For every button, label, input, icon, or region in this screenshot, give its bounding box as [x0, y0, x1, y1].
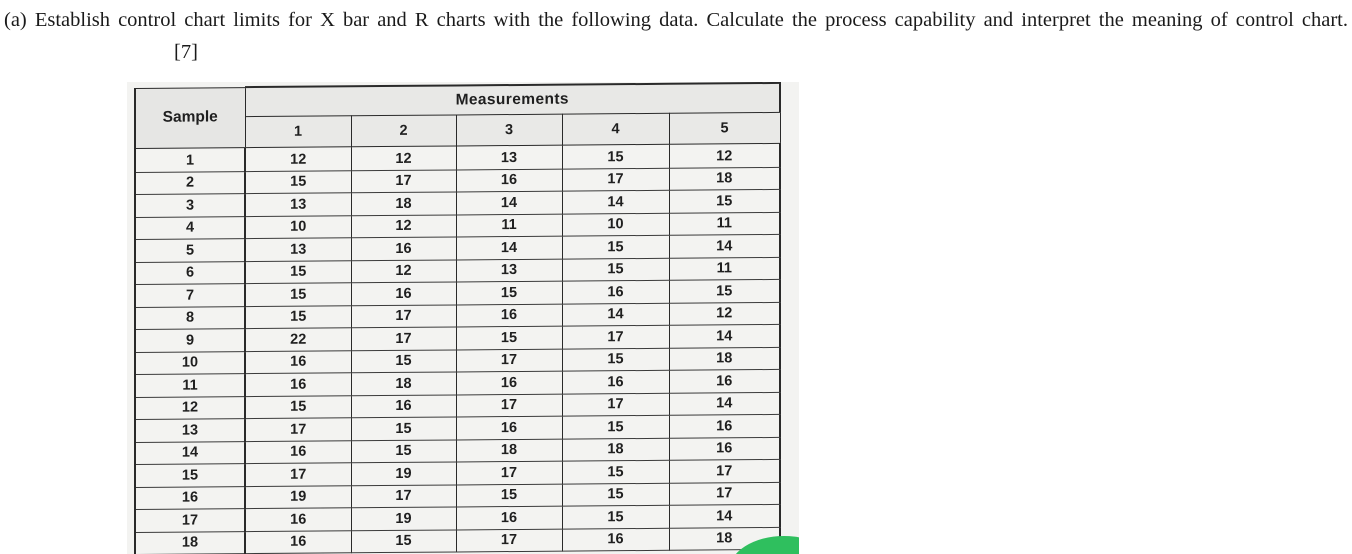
- column-header: 3: [456, 114, 562, 146]
- question-text: [4, 4, 1348, 68]
- measurement-cell: 15: [562, 258, 669, 281]
- column-header: 1: [245, 116, 351, 148]
- measurement-cell: 16: [245, 508, 351, 531]
- measurement-cell: 17: [245, 418, 351, 441]
- measurement-cell: 22: [245, 328, 351, 351]
- measurement-cell: 18: [669, 347, 780, 370]
- sample-number: 2: [135, 171, 245, 194]
- measurement-cell: 15: [456, 281, 562, 304]
- question-body: (a) Establish control chart limits for X bar and R charts with the following data. Calculate the process capability and interpret the meaning of control chart.: [4, 9, 1348, 31]
- measurement-cell: 16: [351, 237, 456, 260]
- data-table-image: [127, 82, 799, 554]
- measurement-cell: 15: [562, 235, 669, 258]
- measurement-cell: 13: [456, 259, 562, 282]
- measurement-cell: 13: [245, 238, 351, 261]
- measurement-cell: 10: [245, 215, 351, 238]
- measurement-cell: 15: [456, 326, 562, 349]
- table-row: [135, 527, 780, 554]
- column-header: 5: [669, 112, 780, 144]
- measurement-cell: 11: [669, 212, 780, 235]
- sample-number: 11: [135, 374, 245, 397]
- measurement-cell: 17: [562, 168, 669, 191]
- measurement-cell: 12: [351, 146, 456, 170]
- sample-number: 16: [135, 486, 245, 509]
- measurement-cell: 13: [456, 145, 562, 169]
- measurement-cell: 14: [669, 234, 780, 257]
- measurement-cell: 12: [351, 214, 456, 237]
- measurement-cell: 17: [456, 461, 562, 484]
- measurement-cell: 13: [245, 193, 351, 216]
- measurement-cell: 16: [245, 530, 351, 553]
- sample-number: 14: [135, 441, 245, 464]
- measurement-cell: 16: [562, 280, 669, 303]
- measurement-cell: 16: [456, 169, 562, 192]
- column-header: 4: [562, 113, 669, 145]
- table-body: [135, 143, 780, 554]
- measurement-cell: 17: [456, 529, 562, 552]
- measurement-cell: 17: [245, 463, 351, 486]
- measurement-cell: 11: [456, 214, 562, 237]
- measurement-cell: 11: [669, 257, 780, 280]
- measurement-cell: 16: [456, 506, 562, 529]
- sample-number: 13: [135, 419, 245, 442]
- measurement-cell: 17: [456, 349, 562, 372]
- measurement-cell: 16: [351, 282, 456, 305]
- measurement-cell: 17: [351, 327, 456, 350]
- sample-number: 15: [135, 464, 245, 487]
- question-marks: [7]: [174, 41, 198, 63]
- measurement-cell: 19: [351, 462, 456, 485]
- measurement-cell: 18: [669, 527, 780, 550]
- measurement-cell: 10: [562, 213, 669, 236]
- sample-number: 12: [135, 396, 245, 419]
- measurement-cell: 17: [351, 484, 456, 507]
- measurement-cell: 15: [562, 348, 669, 371]
- measurement-cell: 12: [669, 143, 780, 167]
- measurement-cell: 17: [562, 325, 669, 348]
- measurement-cell: 16: [351, 394, 456, 417]
- sample-number: 18: [135, 531, 245, 554]
- measurement-cell: 18: [351, 372, 456, 395]
- measurement-cell: 15: [669, 279, 780, 302]
- measurement-cell: 12: [245, 147, 351, 171]
- measurements-header: Measurements: [245, 83, 780, 117]
- measurement-cell: 15: [456, 484, 562, 507]
- measurement-cell: 16: [669, 369, 780, 392]
- measurement-cell: 16: [456, 304, 562, 327]
- sample-number: 9: [135, 329, 245, 352]
- sample-number: 17: [135, 509, 245, 532]
- measurement-cell: 14: [562, 303, 669, 326]
- column-header: 2: [351, 115, 456, 147]
- measurement-cell: 15: [351, 417, 456, 440]
- measurement-cell: 14: [456, 236, 562, 259]
- measurement-cell: 14: [669, 392, 780, 415]
- measurement-cell: 17: [562, 393, 669, 416]
- measurement-cell: 19: [351, 507, 456, 530]
- sample-number: 6: [135, 261, 245, 284]
- measurement-cell: 15: [562, 415, 669, 438]
- sample-number: 5: [135, 239, 245, 262]
- measurements-table: [134, 82, 781, 554]
- measurement-cell: 15: [245, 395, 351, 418]
- measurement-cell: 17: [456, 394, 562, 417]
- measurement-cell: 15: [562, 460, 669, 483]
- measurement-cell: 15: [351, 529, 456, 552]
- measurement-cell: 15: [562, 144, 669, 168]
- measurement-cell: 14: [456, 191, 562, 214]
- measurement-cell: 17: [669, 459, 780, 482]
- sample-number: 3: [135, 194, 245, 217]
- measurement-cell: 17: [351, 304, 456, 327]
- measurement-cell: 16: [245, 440, 351, 463]
- measurement-cell: 16: [456, 371, 562, 394]
- measurement-cell: 17: [669, 482, 780, 505]
- sample-header: Sample: [135, 87, 245, 148]
- measurement-cell: 16: [456, 416, 562, 439]
- measurement-cell: 18: [562, 438, 669, 461]
- measurement-cell: 12: [669, 302, 780, 325]
- measurement-cell: 15: [245, 305, 351, 328]
- measurement-cell: 14: [669, 504, 780, 527]
- sample-number: 8: [135, 306, 245, 329]
- sample-number: 10: [135, 351, 245, 374]
- sample-number: 4: [135, 216, 245, 239]
- measurement-cell: 15: [562, 505, 669, 528]
- measurement-cell: 18: [669, 167, 780, 190]
- measurement-cell: 15: [245, 170, 351, 193]
- measurement-cell: 19: [245, 485, 351, 508]
- measurement-cell: 15: [562, 483, 669, 506]
- measurement-cell: 16: [245, 373, 351, 396]
- sample-number: 1: [135, 148, 245, 172]
- measurement-cell: 18: [351, 192, 456, 215]
- measurement-cell: 12: [351, 259, 456, 282]
- measurement-cell: 16: [245, 350, 351, 373]
- measurement-cell: 14: [562, 190, 669, 213]
- measurement-cell: 18: [456, 439, 562, 462]
- measurement-cell: 15: [351, 349, 456, 372]
- measurement-cell: 16: [562, 528, 669, 551]
- measurement-cell: 15: [245, 260, 351, 283]
- measurement-cell: 15: [669, 189, 780, 212]
- measurement-cell: 16: [562, 370, 669, 393]
- measurement-cell: 17: [351, 169, 456, 192]
- measurement-cell: 16: [669, 414, 780, 437]
- measurement-cell: 14: [669, 324, 780, 347]
- measurement-cell: 16: [669, 437, 780, 460]
- measurement-cell: 15: [245, 283, 351, 306]
- measurement-cell: 15: [351, 439, 456, 462]
- sample-number: 7: [135, 284, 245, 307]
